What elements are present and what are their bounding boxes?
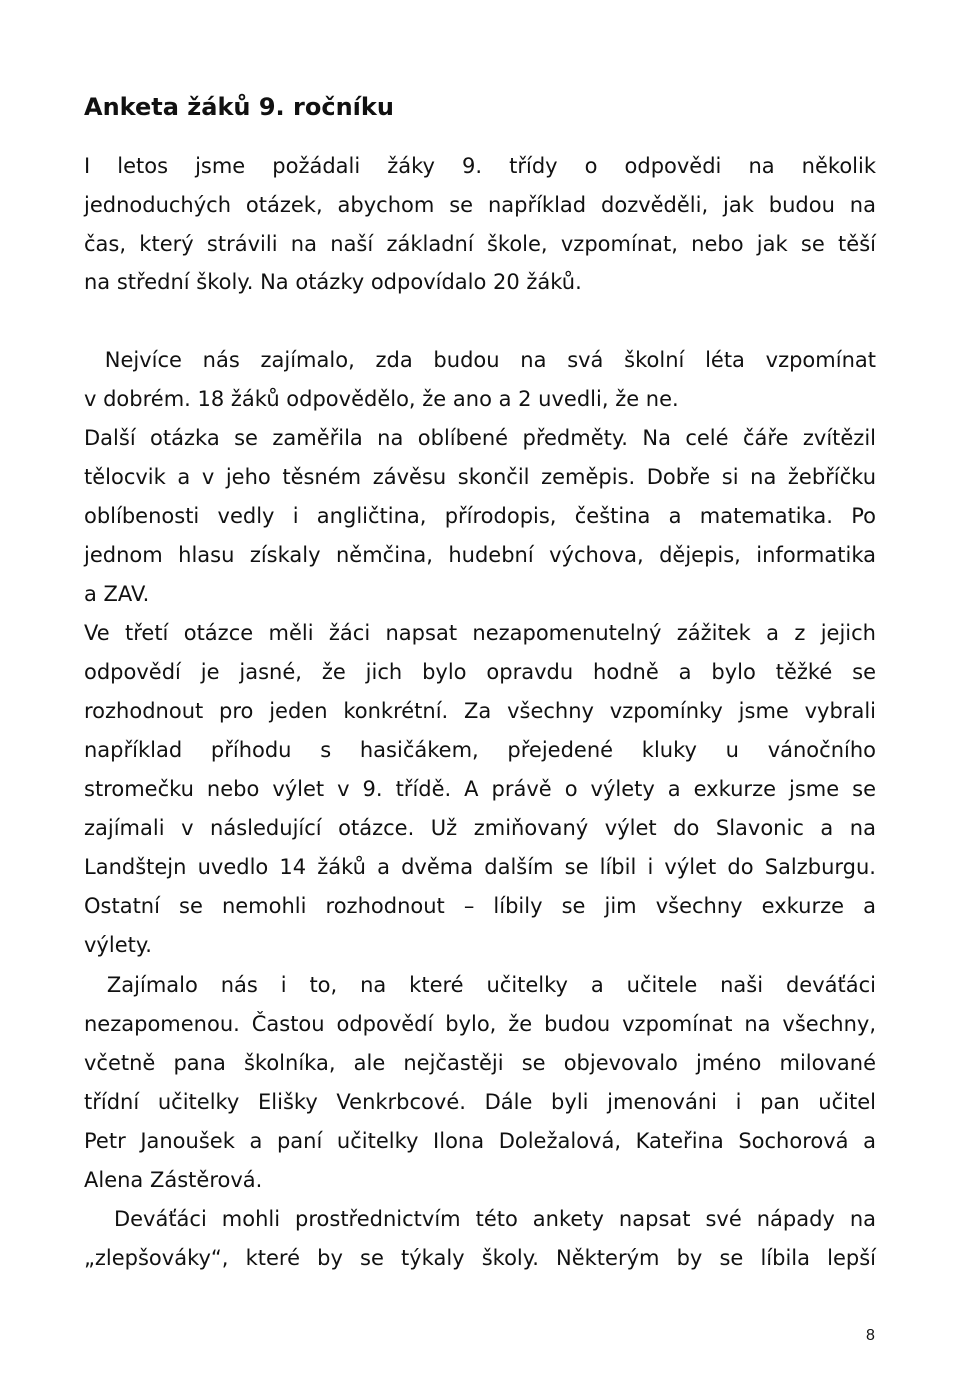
text-line: Ve třetí otázce měli žáci napsat nezapomenutelný zážitek a z jejich bbox=[84, 621, 876, 645]
text-line: včetně pana školníka, ale nejčastěji se objevovalo jméno milované bbox=[84, 1051, 876, 1075]
text-line: Další otázka se zaměřila na oblíbené předměty. Na celé čáře zvítězil bbox=[84, 426, 876, 450]
text-line: jednoduchých otázek, abychom se například dozvěděli, jak budou na bbox=[84, 193, 876, 217]
text-line: třídní učitelky Elišky Venkrbcové. Dále byli jmenováni i pan učitel bbox=[84, 1090, 876, 1114]
text-line: nezapomenou. Častou odpovědí bylo, že budou vzpomínat na všechny, bbox=[84, 1012, 876, 1036]
text-line: rozhodnout pro jeden konkrétní. Za všechny vzpomínky jsme vybrali bbox=[84, 699, 876, 723]
text-line: Zajímalo nás i to, na které učitelky a učitele naši deváťáci bbox=[84, 973, 876, 997]
text-line: Landštejn uvedlo 14 žáků a dvěma dalším se líbil i výlet do Salzburgu. bbox=[84, 855, 876, 879]
text-line: oblíbenosti vedly i angličtina, přírodopis, čeština a matematika. Po bbox=[84, 504, 876, 528]
page-number: 8 bbox=[866, 1327, 875, 1344]
text-line: Nejvíce nás zajímalo, zda budou na svá školní léta vzpomínat bbox=[84, 348, 876, 372]
text-line: stromečku nebo výlet v 9. třídě. A právě o výlety a exkurze jsme se bbox=[84, 777, 876, 801]
text-line: na střední školy. Na otázky odpovídalo 20 žáků. bbox=[84, 270, 582, 294]
text-line: čas, který strávili na naší základní škole, vzpomínat, nebo jak se těší bbox=[84, 232, 876, 256]
text-line: například příhodu s hasičákem, přejedené kluky u vánočního bbox=[84, 738, 876, 762]
text-line: a ZAV. bbox=[84, 582, 150, 606]
text-line: I letos jsme požádali žáky 9. třídy o odpovědi na několik bbox=[84, 154, 876, 178]
text-line: zajímali v následující otázce. Už zmiňovaný výlet do Slavonic a na bbox=[84, 816, 876, 840]
text-line: tělocvik a v jeho těsném závěsu skončil zeměpis. Dobře si na žebříčku bbox=[84, 465, 876, 489]
text-line: Ostatní se nemohli rozhodnout – líbily se jim všechny exkurze a bbox=[84, 894, 876, 918]
text-line: Alena Zástěrová. bbox=[84, 1168, 263, 1192]
text-line: Petr Janoušek a paní učitelky Ilona Doležalová, Kateřina Sochorová a bbox=[84, 1129, 876, 1153]
text-line: výlety. bbox=[84, 933, 152, 957]
text-line: „zlepšováky“, které by se týkaly školy. Některým by se líbila lepší bbox=[84, 1246, 876, 1270]
text-line: odpovědí je jasné, že jich bylo opravdu hodně a bylo těžké se bbox=[84, 660, 876, 684]
page-title: Anketa žáků 9. ročníku bbox=[84, 93, 394, 121]
text-line: v dobrém. 18 žáků odpovědělo, že ano a 2 uvedli, že ne. bbox=[84, 387, 679, 411]
text-line: Deváťáci mohli prostřednictvím této ankety napsat své nápady na bbox=[84, 1207, 876, 1231]
text-line: jednom hlasu získaly němčina, hudební výchova, dějepis, informatika bbox=[84, 543, 876, 567]
